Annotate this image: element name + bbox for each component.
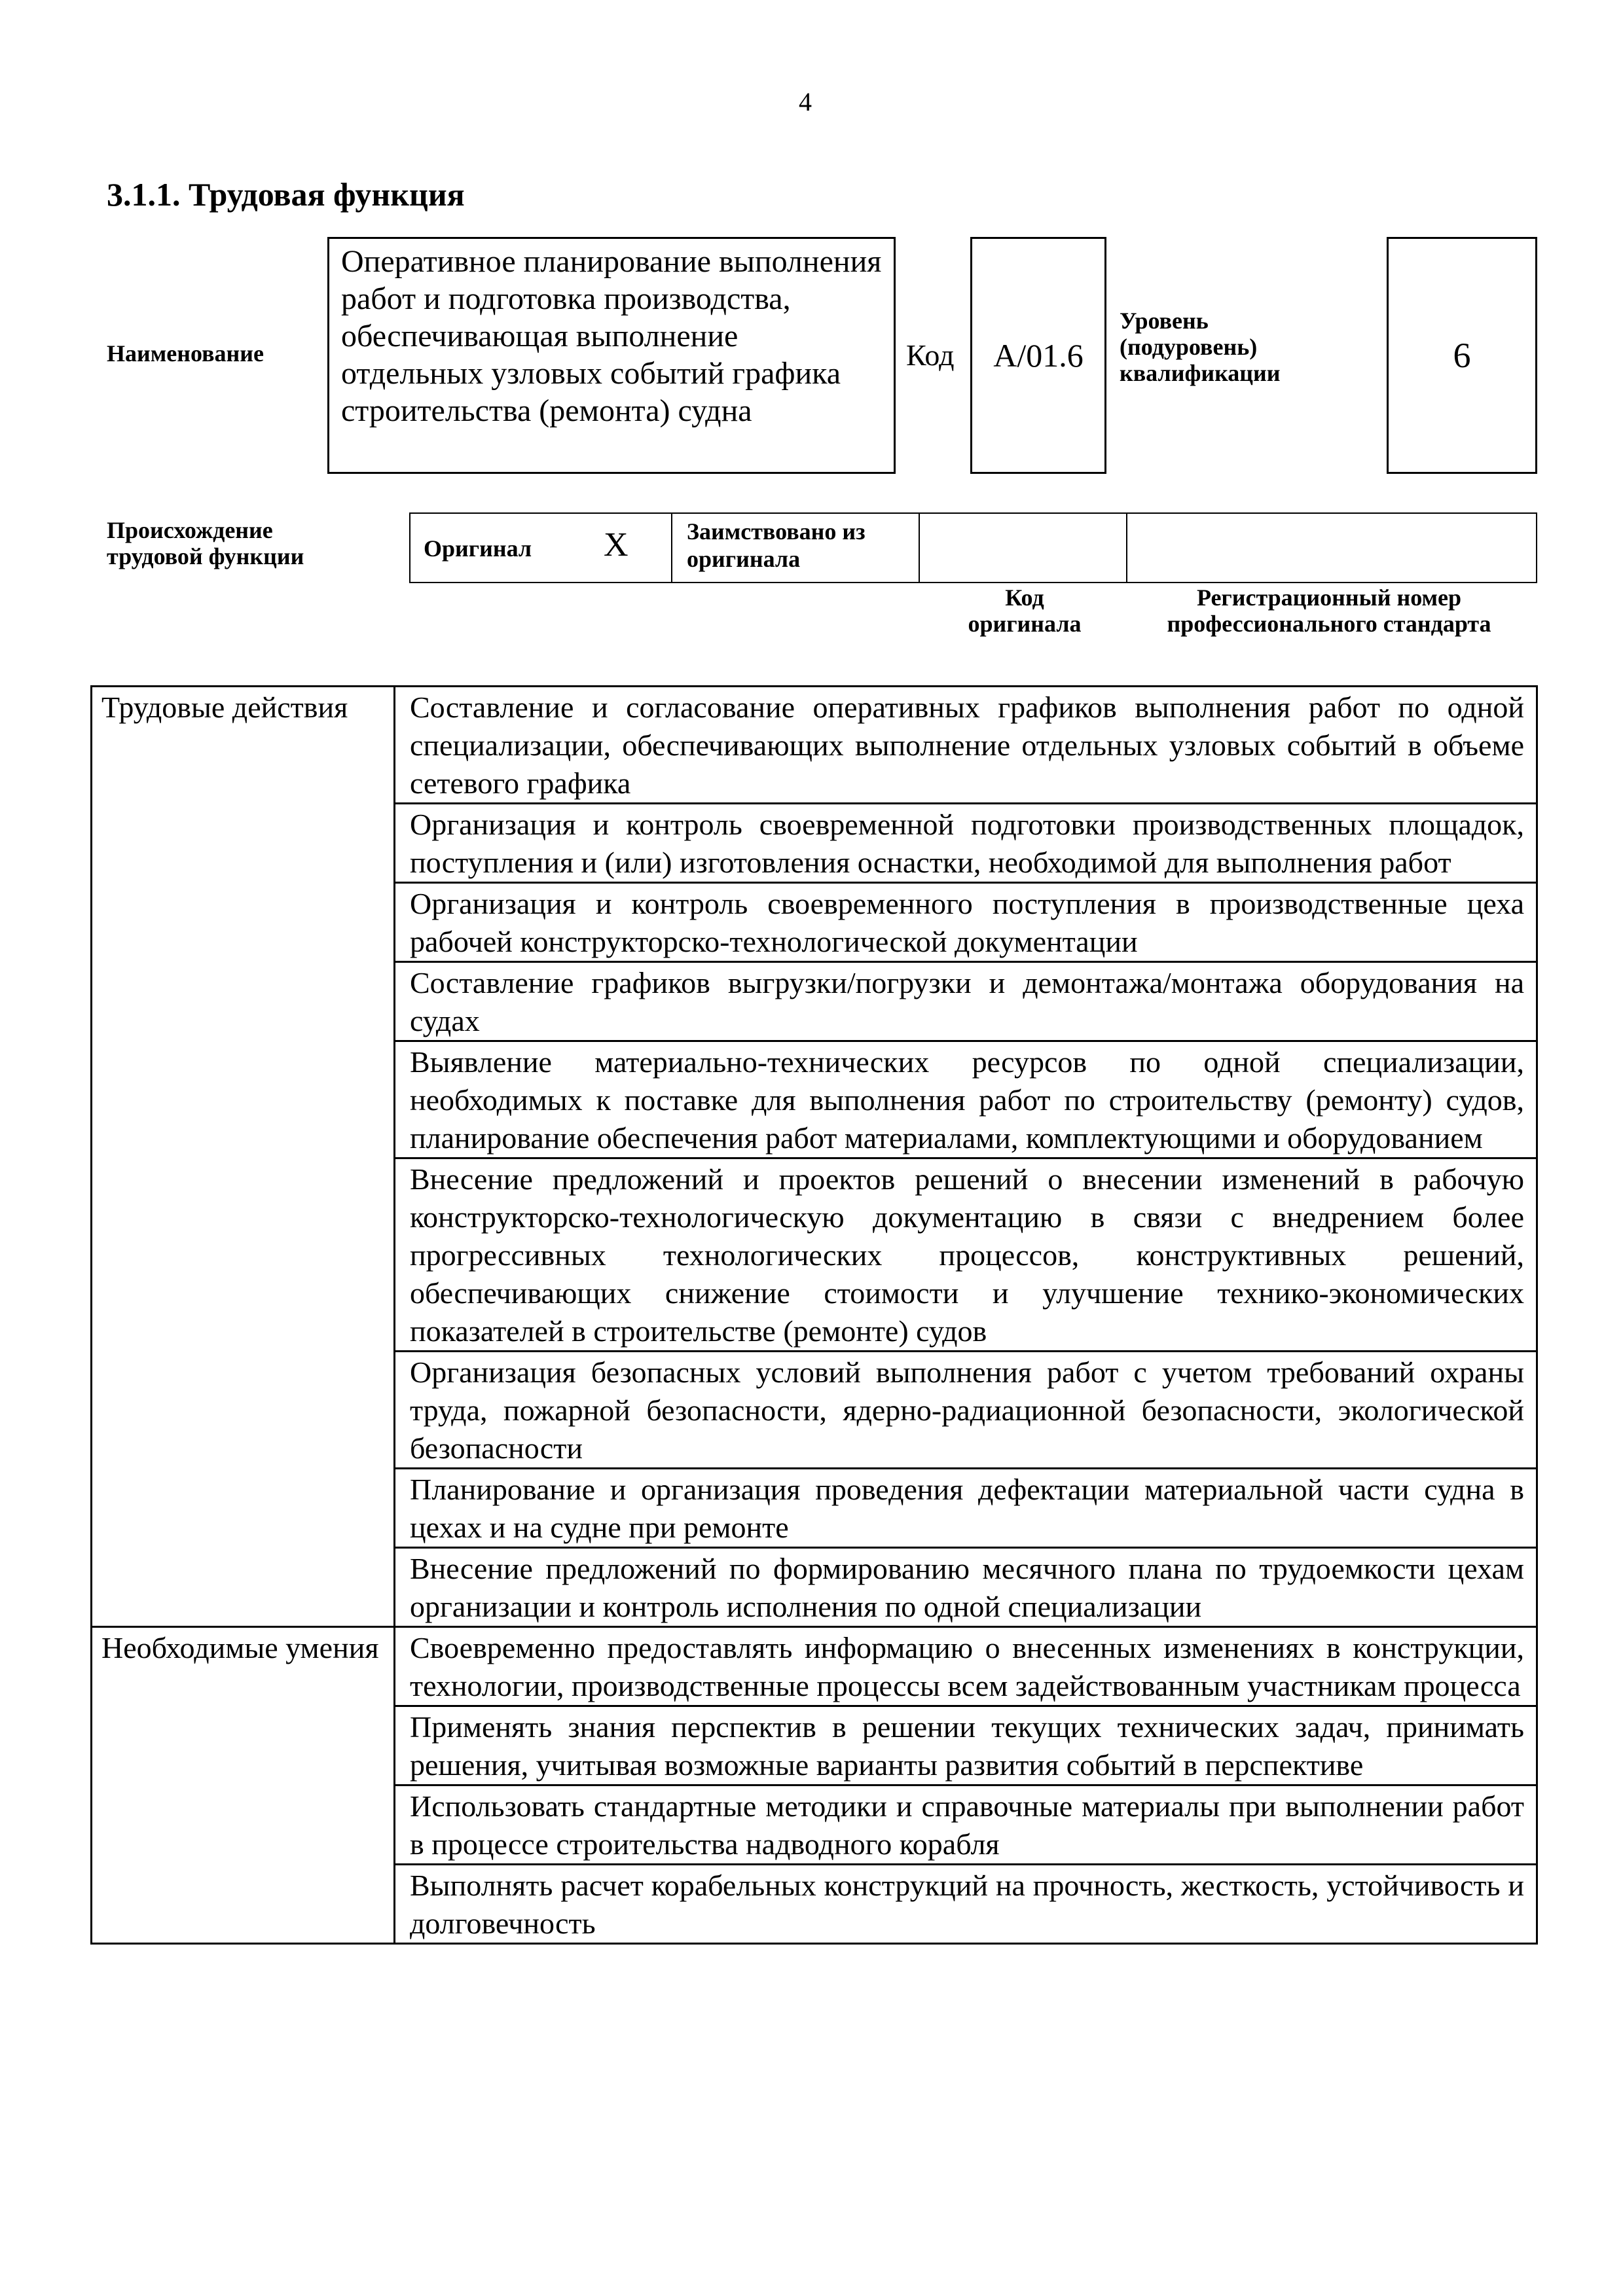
qualification-level-box: 6	[1387, 237, 1537, 474]
function-name-box: Оперативное планирование выполнения работ и подготовка производства, обеспечивающая выполнение отдельных узловых событий графика строительства (ремонта) судна	[327, 237, 896, 474]
borrowed-label: Заимствовано из оригинала	[687, 518, 866, 572]
original-mark: X	[604, 526, 629, 564]
table-cell-item: Внесение предложений и проектов решений о внесении изменений в рабочую конструкторско-технологическую документацию в связи с внедрением более прогрессивных технологических процессов, конструктивных решений, обеспечивающих снижение стоимости и улучшение технико-экономических показателей в строительстве (ремонте) судов	[395, 1158, 1537, 1352]
registration-number-cell	[1127, 514, 1536, 582]
table-cell-item: Составление и согласование оперативных графиков выполнения работ по одной специализации, обеспечивающих выполнение отдельных узловых событий в объеме сетевого графика	[395, 687, 1537, 804]
labor-function-table	[90, 685, 1538, 1945]
name-label: Наименование	[107, 340, 264, 367]
original-code-cell	[920, 514, 1127, 582]
table-cell-item: Выполнять расчет корабельных конструкций на прочность, жесткость, устойчивость и долговечность	[395, 1865, 1537, 1944]
table-cell-item: Организация и контроль своевременной подготовки производственных площадок, поступления и (или) изготовления оснастки, необходимой для выполнения работ	[395, 804, 1537, 883]
section-label: Необходимые умения	[92, 1627, 395, 1944]
section-title: 3.1.1. Трудовая функция	[107, 176, 465, 213]
original-label: Оригинал	[424, 535, 532, 562]
original-cell	[410, 514, 672, 582]
table-cell-item: Применять знания перспектив в решении текущих технических задач, принимать решения, учитывая возможные варианты развития событий в перспективе	[395, 1706, 1537, 1785]
section-label: Трудовые действия	[92, 687, 395, 1627]
table-cell-item: Составление графиков выгрузки/погрузки и демонтажа/монтажа оборудования на судах	[395, 962, 1537, 1041]
function-code-box: А/01.6	[970, 237, 1106, 474]
code-label: Код	[906, 338, 955, 372]
original-code-caption: Код оригинала	[968, 584, 1082, 637]
table-row	[92, 687, 1537, 804]
table-cell-item: Организация и контроль своевременного поступления в производственные цеха рабочей конструкторско-технологической документации	[395, 883, 1537, 962]
origin-label: Происхождение трудовой функции	[107, 517, 304, 569]
table-cell-item: Внесение предложений по формированию месячного плана по трудоемкости цехам организации и контроль исполнения по одной специализации	[395, 1548, 1537, 1627]
table-cell-item: Своевременно предоставлять информацию о внесенных изменениях в конструкции, технологии, производственные процессы всем задействованным участникам процесса	[395, 1627, 1537, 1706]
origin-row	[409, 512, 1537, 583]
page-number: 4	[799, 87, 812, 117]
qualification-level-label: Уровень (подуровень) квалификации	[1120, 308, 1281, 386]
table-cell-item: Планирование и организация проведения дефектации материальной части судна в цехах и на судне при ремонте	[395, 1469, 1537, 1548]
registration-number-caption: Регистрационный номер профессионального стандарта	[1167, 584, 1491, 637]
table-cell-item: Организация безопасных условий выполнения работ с учетом требований охраны труда, пожарной безопасности, ядерно-радиационной безопасности, экологической безопасности	[395, 1352, 1537, 1469]
table-cell-item: Использовать стандартные методики и справочные материалы при выполнении работ в процессе строительства надводного корабля	[395, 1785, 1537, 1865]
table-cell-item: Выявление материально-технических ресурсов по одной специализации, необходимых к поставке для выполнения работ по строительству (ремонту) судов, планирование обеспечения работ материалами, комплектующими и оборудованием	[395, 1041, 1537, 1158]
table-row	[92, 1627, 1537, 1706]
borrowed-cell	[672, 514, 920, 582]
